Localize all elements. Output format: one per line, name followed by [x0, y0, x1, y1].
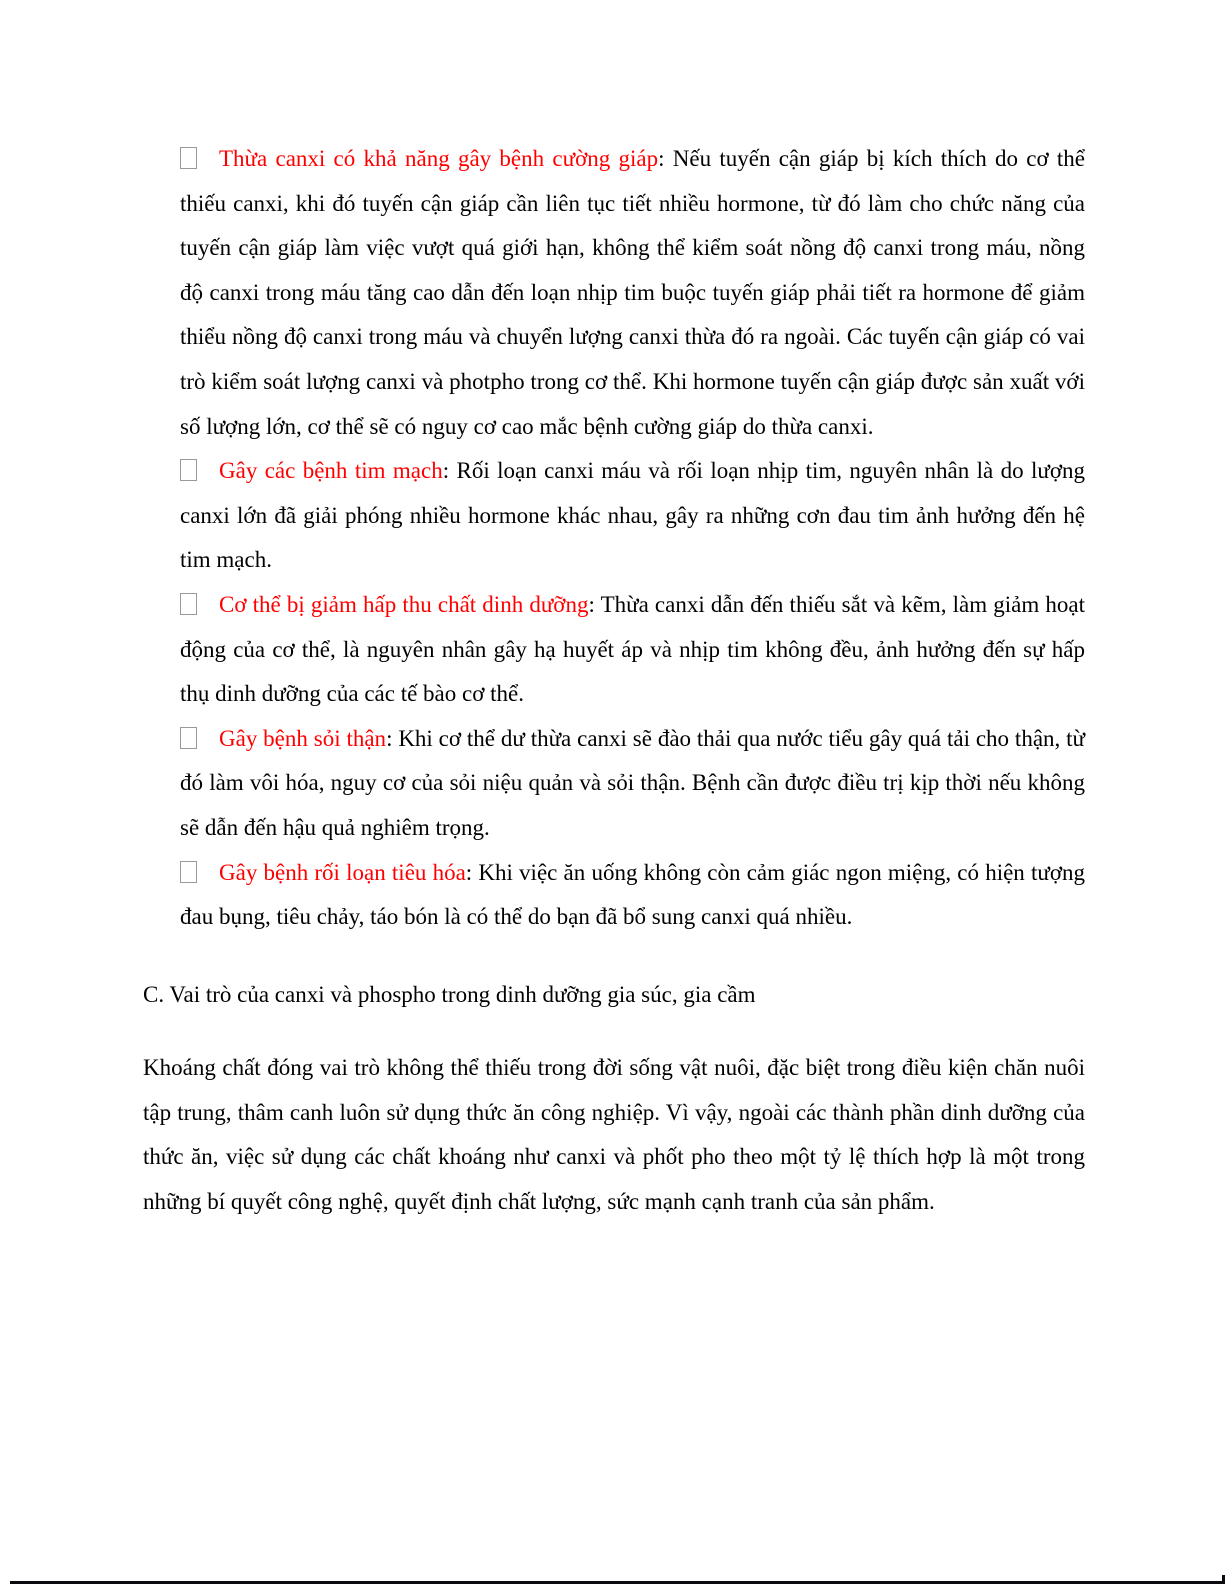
- list-item: [180, 137, 1085, 449]
- list-item: [180, 583, 1085, 717]
- list-item-body: : Khi cơ thể dư thừa canxi sẽ đào thải qua nước tiểu gây quá tải cho thận, từ đó làm vôi hóa, nguy cơ của sỏi niệu quản và sỏi thận. Bệnh cần được điều trị kịp thời nếu không sẽ dẫn đến hậu quả nghiêm trọng.: [180, 725, 1085, 840]
- list-item-lead: Gây bệnh rối loạn tiêu hóa: [219, 859, 466, 885]
- closing-paragraph: Khoáng chất đóng vai trò không thể thiếu trong đời sống vật nuôi, đặc biệt trong điều kiện chăn nuôi tập trung, thâm canh luôn sử dụng thức ăn công nghiệp. Vì vậy, ngoài các thành phần dinh dưỡng của thức ăn, việc sử dụng các chất khoáng như canxi và phốt pho theo một tỷ lệ thích hợp là một trong những bí quyết công nghệ, quyết định chất lượng, sức mạnh cạnh tranh của sản phẩm.: [143, 1055, 1085, 1215]
- list-item-lead: Gây các bệnh tim mạch: [219, 458, 443, 484]
- checkbox-bullet-icon: [180, 727, 197, 749]
- document-content: [143, 137, 1085, 1225]
- list-item: [180, 851, 1085, 940]
- list-item-body: : Rối loạn canxi máu và rối loạn nhịp tim, nguyên nhân là do lượng canxi lớn đã giải phóng nhiều hormone khác nhau, gây ra những cơn đau tim ảnh hưởng đến hệ tim mạch.: [180, 458, 1085, 573]
- list-item: [180, 449, 1085, 583]
- bullet-list: [180, 137, 1085, 940]
- checkbox-bullet-icon: [180, 147, 197, 169]
- list-item-body: : Khi việc ăn uống không còn cảm giác ngon miệng, có hiện tượng đau bụng, tiêu chảy, táo bón là có thể do bạn đã bổ sung canxi quá nhiều.: [180, 859, 1085, 930]
- list-item: [180, 717, 1085, 851]
- list-item-body: : Thừa canxi dẫn đến thiếu sắt và kẽm, làm giảm hoạt động của cơ thể, là nguyên nhân gây hạ huyết áp và nhịp tim không đều, ảnh hưởng đến sự hấp thụ dinh dưỡng của các tế bào cơ thể.: [180, 591, 1086, 707]
- section-heading: C. Vai trò của canxi và phospho trong dinh dưỡng gia súc, gia cầm: [143, 981, 756, 1007]
- checkbox-bullet-icon: [180, 861, 197, 883]
- list-item-lead: Thừa canxi có khả năng gây bệnh cường giáp: [219, 146, 659, 171]
- list-item-body: : Nếu tuyến cận giáp bị kích thích do cơ thể thiếu canxi, khi đó tuyến cận giáp cần liên tục tiết nhiều hormone, từ đó làm cho chức năng của tuyến cận giáp làm việc vượt quá giới hạn, không thể kiểm soát nồng độ canxi trong máu, nồng độ canxi trong máu tăng cao dẫn đến loạn nhịp tim buộc tuyến giáp phải tiết ra hormone để giảm thiểu nồng độ canxi trong máu và chuyển lượng canxi thừa đó ra ngoài. Các tuyến cận giáp có vai trò kiểm soát lượng canxi và photpho trong cơ thể. Khi hormone tuyến cận giáp được sản xuất với số lượng lớn, cơ thể sẽ có nguy cơ cao mắc bệnh cường giáp do thừa canxi.: [180, 146, 1085, 439]
- checkbox-bullet-icon: [180, 459, 197, 481]
- list-item-lead: Cơ thể bị giảm hấp thu chất dinh dưỡng: [219, 591, 589, 617]
- checkbox-bullet-icon: [180, 593, 197, 615]
- page-bottom-rule: [10, 1581, 1225, 1584]
- list-item-lead: Gây bệnh sỏi thận: [219, 725, 387, 751]
